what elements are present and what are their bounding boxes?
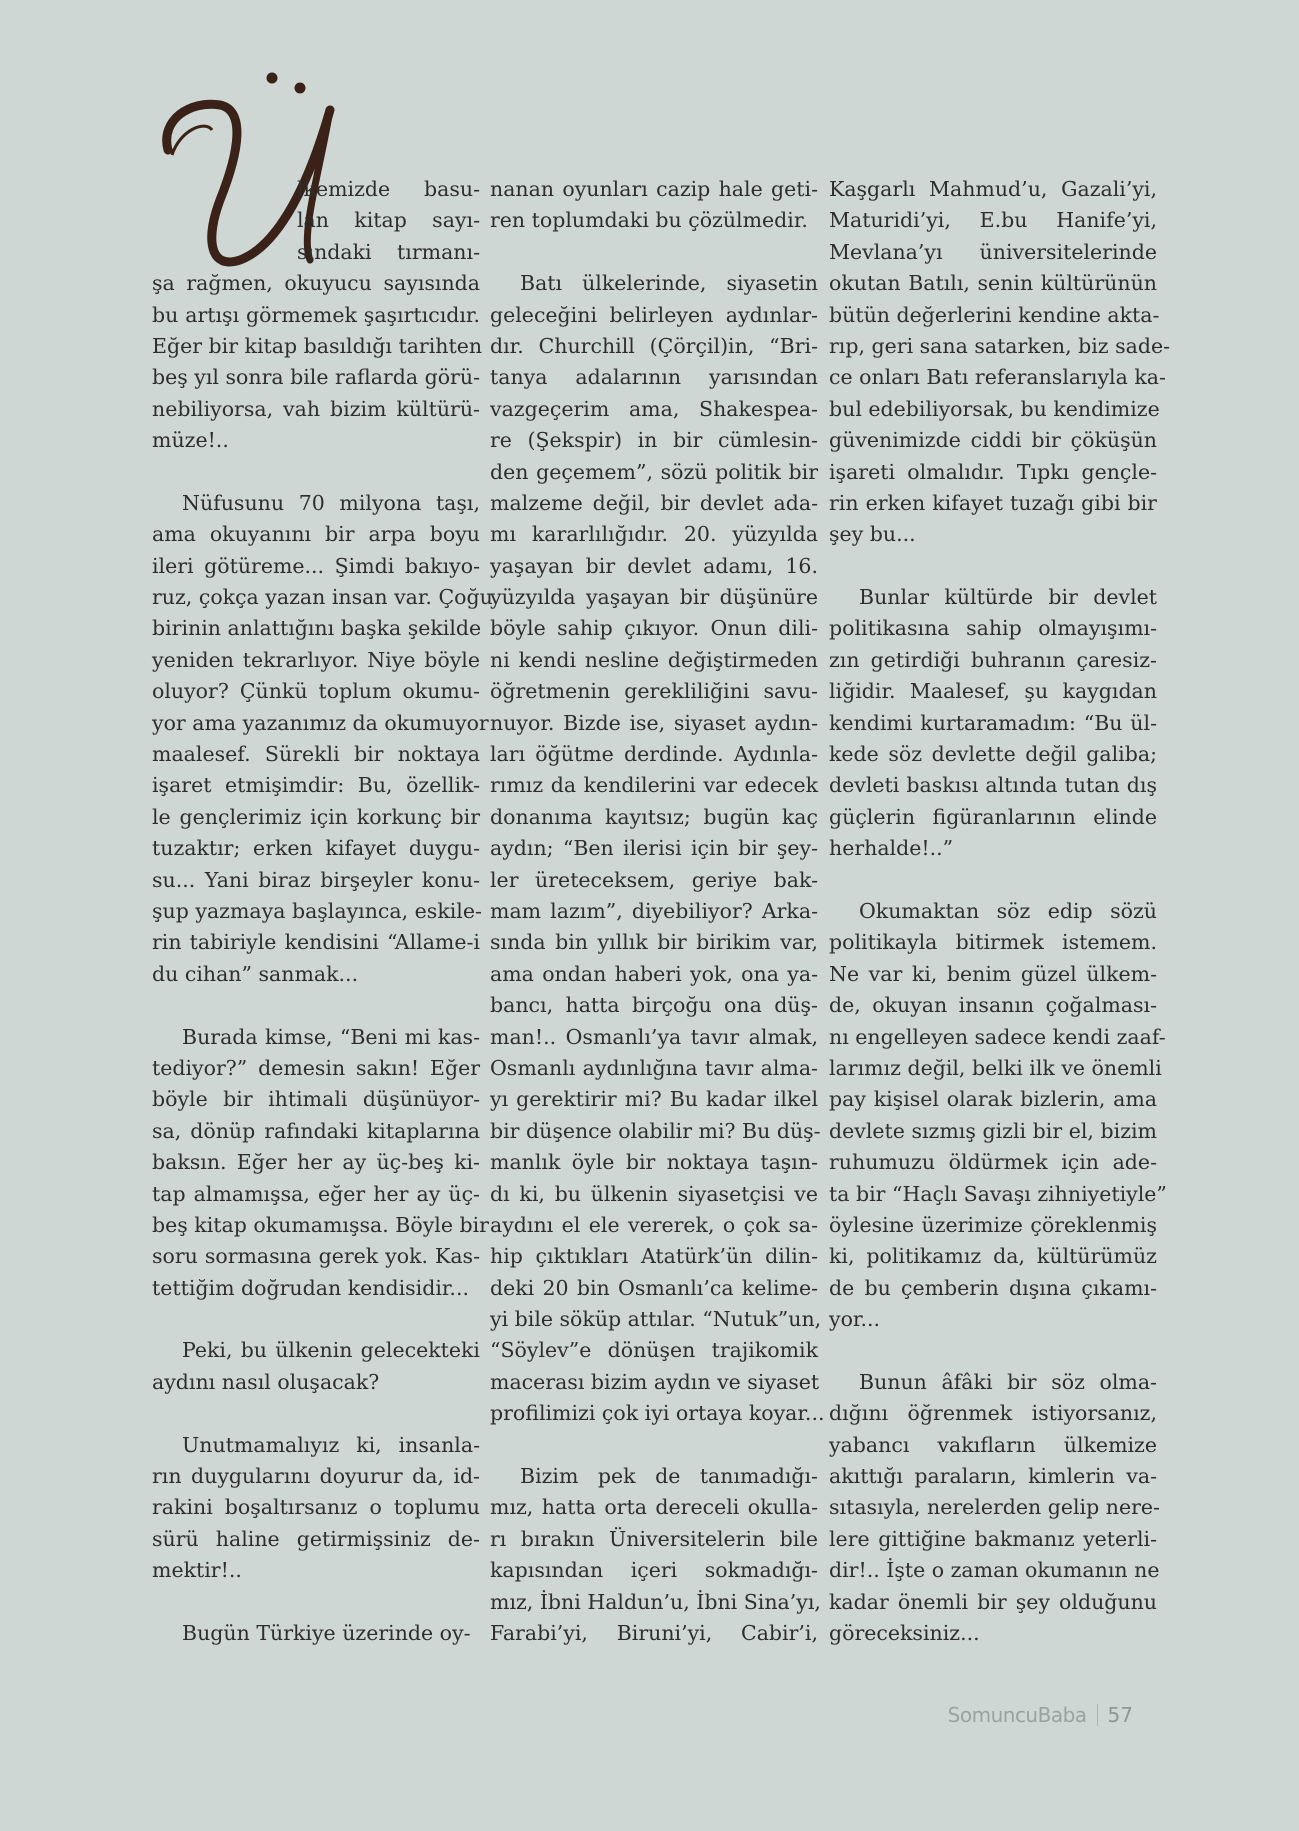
article-column-1 bbox=[152, 174, 493, 1649]
text-line: rın duygularını doyurur da, id- bbox=[152, 1464, 480, 1489]
text-line: lere gittiğine bakmanız yeterli- bbox=[829, 1526, 1157, 1551]
text-line: rin erken kifayet tuzağı gibi bir bbox=[829, 490, 1157, 515]
text-line: vazgeçerim ama, Shakespea- bbox=[490, 396, 818, 421]
text-line: ama okuyanını bir arpa boyu bbox=[152, 522, 480, 547]
text-line: nı engelleyen sadece kendi zaaf- bbox=[829, 1024, 1166, 1049]
text-line: “Söylev”e dönüşen trajikomik bbox=[490, 1338, 818, 1363]
text-line: Eğer bir kitap basıldığı tarihten bbox=[152, 333, 483, 358]
article-column-2 bbox=[490, 174, 825, 1649]
text-line: Unutmamalıyız ki, insanla- bbox=[182, 1432, 480, 1457]
text-line: Nüfusunu 70 milyona taşı, bbox=[182, 490, 480, 515]
text-line: bul edebiliyorsak, bu kendimize bbox=[829, 396, 1160, 421]
text-line: yi bile söküp attılar. “Nutuk”un, bbox=[490, 1307, 822, 1332]
text-line: tanya adalarının yarısından bbox=[490, 365, 818, 390]
text-line: Mevlana’yı üniversitelerinde bbox=[829, 239, 1157, 264]
text-line: dir!.. İşte o zaman okumanın ne bbox=[829, 1558, 1160, 1583]
text-line: ce onları Batı referanslarıyla ka- bbox=[829, 365, 1166, 390]
magazine-brand bbox=[948, 1703, 1087, 1727]
text-line: ren toplumdaki bu çözülmedir. bbox=[490, 208, 808, 233]
text-line: ruz, çokça yazan insan var. Çoğu bbox=[152, 585, 493, 610]
text-line: ni kendi nesline değiştirmeden bbox=[490, 647, 818, 672]
text-line: Kaşgarlı Mahmud’u, Gazali’yi, bbox=[829, 177, 1157, 201]
text-line: bütün değerlerini kendine akta- bbox=[829, 302, 1160, 327]
text-line: de, okuyan insanın çoğalması- bbox=[829, 993, 1157, 1018]
text-line: rakini boşaltırsanız o toplumu bbox=[152, 1495, 480, 1520]
text-line: kadar önemli bir şey olduğunu bbox=[829, 1589, 1157, 1614]
text-line: lan kitap sayı- bbox=[297, 208, 480, 233]
text-line: sındaki tırmanı- bbox=[297, 239, 480, 264]
text-line: manlık öyle bir noktaya taşın- bbox=[490, 1150, 818, 1175]
text-line: macerası bizim aydın ve siyaset bbox=[490, 1369, 820, 1394]
text-line: Bugün Türkiye üzerinde oy- bbox=[182, 1620, 471, 1645]
text-line: ruhumuzu öldürmek için ade- bbox=[829, 1150, 1157, 1175]
text-line: hip çıktıkları Atatürk’ün dilin- bbox=[490, 1244, 818, 1269]
brand-light-text: Somuncu bbox=[947, 1703, 1038, 1727]
text-line: Ne var ki, benim güzel ülkem- bbox=[829, 961, 1157, 986]
text-line: birinin anlattığını başka şekilde bbox=[152, 616, 482, 641]
text-line: rı bırakın Üniversitelerin bile bbox=[490, 1526, 818, 1551]
text-line: Bunun âfâki bir söz olma- bbox=[859, 1369, 1157, 1394]
text-line: kede söz devlette değil galiba; bbox=[829, 742, 1157, 767]
text-line: politikasına sahip olmayışımı- bbox=[829, 616, 1157, 641]
text-line: yor ama yazanımız da okumuyor bbox=[152, 710, 489, 735]
text-line: politikayla bitirmek istemem. bbox=[829, 930, 1157, 955]
text-line: şa rağmen, okuyucu sayısında bbox=[152, 271, 480, 296]
text-line: tuzaktır; erken kifayet duygu- bbox=[152, 836, 480, 861]
text-line: mektir!.. bbox=[152, 1558, 242, 1583]
text-line: böyle sahip çıkıyor. Onun dili- bbox=[490, 616, 818, 641]
text-line: rıp, geri sana satarken, biz sade- bbox=[829, 333, 1171, 358]
text-line: tediyor?” demesin sakın! Eğer bbox=[152, 1055, 480, 1080]
text-line: rımız da kendilerini var edecek bbox=[490, 773, 818, 798]
text-line: böyle bir ihtimali düşünüyor- bbox=[152, 1087, 480, 1112]
text-line: göreceksiniz... bbox=[829, 1620, 980, 1645]
text-line: Osmanlı aydınlığına tavır alma- bbox=[490, 1055, 818, 1080]
text-line: ileri götüreme... Şimdi bakıyo- bbox=[152, 553, 480, 578]
text-line: Okumaktan söz edip sözü bbox=[859, 898, 1157, 923]
text-line: şey bu... bbox=[829, 522, 916, 547]
text-line: güçlerin figüranlarının elinde bbox=[829, 804, 1157, 829]
text-line: ta bir “Haçlı Savaşı zihniyetiyle” bbox=[829, 1181, 1167, 1206]
text-line: ler üreteceksem, geriye bak- bbox=[490, 867, 818, 892]
text-line: beş yıl sonra bile raflarda görü- bbox=[152, 365, 480, 390]
text-line: işareti olmalıdır. Tıpkı gençle- bbox=[829, 459, 1157, 484]
text-line: müze!.. bbox=[152, 428, 229, 453]
text-line: profilimizi çok iyi ortaya koyar... bbox=[490, 1401, 825, 1426]
page-number: 57 bbox=[1107, 1703, 1133, 1727]
text-line: yı gerektirir mi? Bu kadar ilkel bbox=[490, 1087, 818, 1112]
text-line: yabancı vakıfların ülkemize bbox=[829, 1432, 1157, 1457]
text-line: tap almamışsa, eğer her ay üç- bbox=[152, 1181, 480, 1206]
text-line: Bunlar kültürde bir devlet bbox=[859, 585, 1157, 610]
text-line: rin tabiriyle kendisini “Allame-i bbox=[152, 930, 480, 955]
text-line: sa, dönüp rafındaki kitaplarına bbox=[152, 1118, 480, 1143]
text-line: yaşayan bir devlet adamı, 16. bbox=[490, 553, 818, 578]
text-line: güvenimizde ciddi bir çöküşün bbox=[829, 428, 1157, 453]
text-line: ları öğütme derdinde. Aydınla- bbox=[490, 742, 818, 767]
text-line: lkemizde basu- bbox=[297, 177, 480, 201]
text-line: devlete sızmış gizli bir el, bizim bbox=[829, 1118, 1157, 1143]
text-line: maalesef. Sürekli bir noktaya bbox=[152, 742, 480, 767]
text-line: bancı, hatta birçoğu ona düş- bbox=[490, 993, 818, 1018]
text-line: tettiğim doğrudan kendisidir... bbox=[152, 1275, 469, 1300]
text-line: sında bin yıllık bir birikim var, bbox=[490, 930, 818, 955]
text-line: den geçemem”, sözü politik bir bbox=[490, 459, 818, 484]
footer-divider bbox=[1097, 1704, 1098, 1726]
article-column-3 bbox=[829, 174, 1171, 1649]
brand-bold-text: Baba bbox=[1037, 1703, 1087, 1727]
text-line: ki, politikamız da, kültürümüz bbox=[829, 1244, 1157, 1269]
text-line: liğidir. Maalesef, şu kaygıdan bbox=[829, 679, 1157, 704]
text-line: aydın; “Ben ilerisi için bir şey- bbox=[490, 836, 818, 861]
text-line: yor... bbox=[829, 1307, 881, 1332]
text-line: Farabi’yi, Biruni’yi, Cabir’i, bbox=[490, 1620, 818, 1645]
text-line: beş kitap okumamışsa. Böyle bir bbox=[152, 1212, 489, 1237]
text-line: dır. Churchill (Çörçil)in, “Bri- bbox=[490, 333, 818, 358]
text-line: mız, hatta orta dereceli okulla- bbox=[490, 1495, 818, 1520]
text-line: okutan Batılı, senin kültürünün bbox=[829, 271, 1157, 296]
text-line: yeniden tekrarlıyor. Niye böyle bbox=[152, 647, 480, 672]
text-line: soru sormasına gerek yok. Kas- bbox=[152, 1244, 480, 1269]
text-line: yüzyılda yaşayan bir düşünüre bbox=[490, 585, 818, 610]
text-line: re (Şekspir) in bir cümlesin- bbox=[490, 428, 818, 453]
text-line: Maturidi’yi, E.bu Hanife’yi, bbox=[829, 208, 1157, 233]
text-line: sürü haline getirmişsiniz de- bbox=[152, 1526, 480, 1551]
text-line: deki 20 bin Osmanlı’ca kelime- bbox=[490, 1275, 818, 1300]
text-line: su... Yani biraz birşeyler konu- bbox=[152, 867, 480, 892]
page-footer bbox=[948, 1703, 1133, 1727]
text-line: aydını el ele vererek, o çok sa- bbox=[490, 1212, 818, 1237]
text-line: donanıma kayıtsız; bugün kaç bbox=[490, 804, 818, 829]
text-line: geleceğini belirleyen aydınlar- bbox=[490, 302, 818, 327]
text-line: bir düşence olabilir mi? Bu düş- bbox=[490, 1118, 821, 1143]
text-line: mız, İbni Haldun’u, İbni Sina’yı, bbox=[490, 1589, 821, 1614]
text-line: devleti baskısı altında tutan dış bbox=[829, 773, 1157, 798]
text-line: nuyor. Bizde ise, siyaset aydın- bbox=[490, 710, 818, 735]
text-line: kendimi kurtaramadım: “Bu ül- bbox=[829, 710, 1157, 735]
text-line: Burada kimse, “Beni mi kas- bbox=[182, 1024, 480, 1049]
text-line: mı kararlılığıdır. 20. yüzyılda bbox=[490, 522, 818, 547]
text-line: sıtasıyla, nerelerden gelip nere- bbox=[829, 1495, 1160, 1520]
text-line: öğretmenin gerekliliğini savu- bbox=[490, 679, 818, 704]
text-line: nanan oyunları cazip hale geti- bbox=[490, 177, 818, 201]
text-line: bu artışı görmemek şaşırtıcıdır. bbox=[152, 302, 480, 327]
text-line: Peki, bu ülkenin gelecekteki bbox=[182, 1338, 480, 1363]
text-line: işaret etmişimdir: Bu, özellik- bbox=[152, 773, 480, 798]
text-line: oluyor? Çünkü toplum okumu- bbox=[152, 679, 480, 704]
text-line: ama ondan haberi yok, ona ya- bbox=[490, 961, 818, 986]
text-line: pay kişisel olarak bizlerin, ama bbox=[829, 1087, 1157, 1112]
text-line: Batı ülkelerinde, siyasetin bbox=[520, 271, 818, 296]
text-line: mam lazım”, diyebiliyor? Arka- bbox=[490, 898, 818, 923]
text-line: malzeme değil, bir devlet ada- bbox=[490, 490, 818, 515]
text-line: du cihan” sanmak... bbox=[152, 961, 359, 986]
text-line: nebiliyorsa, vah bizim kültürü- bbox=[152, 396, 480, 421]
text-line: le gençlerimiz için korkunç bir bbox=[152, 804, 480, 829]
text-line: larımız değil, belki ilk ve önemli bbox=[829, 1055, 1162, 1080]
text-line: de bu çemberin dışına çıkamı- bbox=[829, 1275, 1157, 1300]
text-line: öylesine üzerimize çöreklenmiş bbox=[829, 1212, 1157, 1237]
text-line: şup yazmaya başlayınca, eskile- bbox=[152, 898, 482, 923]
text-line: dı ki, bu ülkenin siyasetçisi ve bbox=[490, 1181, 818, 1206]
text-line: zın getirdiği buhranın çaresiz- bbox=[829, 647, 1157, 672]
text-line: kapısından içeri sokmadığı- bbox=[490, 1558, 818, 1583]
text-line: dığını öğrenmek istiyorsanız, bbox=[829, 1401, 1157, 1426]
text-line: akıttığı paraların, kimlerin va- bbox=[829, 1464, 1157, 1489]
text-line: herhalde!..” bbox=[829, 836, 954, 861]
text-line: aydını nasıl oluşacak? bbox=[152, 1369, 380, 1394]
text-line: man!.. Osmanlı’ya tavır almak, bbox=[490, 1024, 818, 1049]
text-line: baksın. Eğer her ay üç-beş ki- bbox=[152, 1150, 480, 1175]
text-line: Bizim pek de tanımadığı- bbox=[520, 1464, 818, 1489]
